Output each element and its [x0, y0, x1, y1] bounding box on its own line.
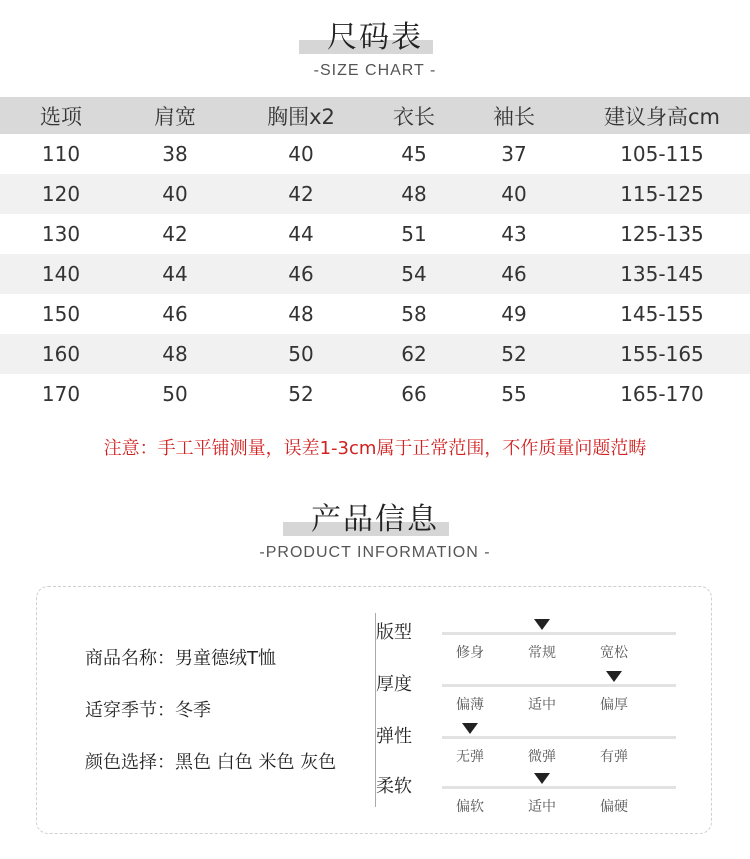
- scale-track: [442, 684, 676, 687]
- table-cell: 49: [501, 302, 527, 326]
- table-cell: 40: [288, 142, 314, 166]
- attribute-name: 厚度: [376, 674, 412, 695]
- scale-option: 常规: [528, 645, 556, 661]
- selection-arrow-icon: [606, 671, 622, 682]
- table-cell: 62: [374, 334, 454, 374]
- table-row: [0, 254, 750, 294]
- scale-option: 偏薄: [456, 697, 484, 713]
- measurement-notice: 注意：手工平铺测量，误差1-3cm属于正常范围，不作质量问题范畴: [103, 438, 647, 459]
- header-sleeve: 袖长: [454, 97, 574, 134]
- table-cell: 48: [288, 302, 314, 326]
- table-cell: 110: [41, 142, 81, 166]
- header-shoulder: 肩宽: [122, 97, 228, 134]
- table-cell: 170: [41, 382, 81, 406]
- table-cell: 50: [162, 382, 188, 406]
- table-cell: 66: [401, 382, 427, 406]
- attribute-name: 版型: [376, 622, 412, 643]
- size-chart-title: 尺码表: [327, 20, 423, 55]
- scale-option: 适中: [528, 799, 556, 815]
- selection-arrow-icon: [462, 723, 478, 734]
- scale-option: 偏硬: [600, 799, 628, 815]
- attribute-name: 柔软: [376, 776, 412, 797]
- table-row: [0, 214, 750, 254]
- table-cell: 165-170: [620, 382, 704, 406]
- table-cell: 46: [454, 254, 574, 294]
- table-cell: 125-135: [620, 222, 704, 246]
- field-season: [85, 695, 336, 747]
- table-cell: 48: [122, 334, 228, 374]
- table-cell: 130: [41, 222, 81, 246]
- table-cell: 115-125: [574, 174, 750, 214]
- product-info-header: [0, 494, 750, 562]
- table-row: [0, 294, 750, 334]
- table-cell: 150: [41, 302, 81, 326]
- table-cell: 44: [122, 254, 228, 294]
- field-colors: [85, 747, 336, 799]
- table-cell: 145-155: [620, 302, 704, 326]
- product-info-subtitle: -PRODUCT INFORMATION -: [259, 544, 491, 561]
- header-length: 衣长: [374, 97, 454, 134]
- field-label: 商品名称：: [85, 648, 175, 669]
- scale-option: 微弹: [528, 749, 556, 765]
- field-label: 适穿季节：: [85, 700, 175, 721]
- scale-track: [442, 736, 676, 739]
- table-cell: 45: [401, 142, 427, 166]
- scale-option: 偏厚: [600, 697, 628, 713]
- header-chest: 胸围x2: [228, 97, 374, 134]
- table-cell: 105-115: [620, 142, 704, 166]
- field-value: 男童德绒T恤: [175, 648, 276, 669]
- scale-track: [442, 786, 676, 789]
- scale-option: 修身: [456, 645, 484, 661]
- table-cell: 135-145: [574, 254, 750, 294]
- table-cell: 155-165: [574, 334, 750, 374]
- size-chart-header: [0, 12, 750, 80]
- selection-arrow-icon: [534, 619, 550, 630]
- table-cell: 50: [228, 334, 374, 374]
- table-cell: 38: [162, 142, 188, 166]
- attribute-name: 弹性: [376, 726, 412, 747]
- field-value: 冬季: [175, 700, 211, 721]
- table-cell: 52: [454, 334, 574, 374]
- table-row: [0, 134, 750, 174]
- table-cell: 42: [162, 222, 188, 246]
- table-cell: 42: [228, 174, 374, 214]
- size-chart-subtitle: -SIZE CHART -: [313, 62, 437, 79]
- table-cell: 48: [374, 174, 454, 214]
- table-row: [0, 174, 750, 214]
- product-fields: [85, 643, 336, 799]
- table-cell: 40: [122, 174, 228, 214]
- table-cell: 44: [288, 222, 314, 246]
- scale-option: 偏软: [456, 799, 484, 815]
- table-cell: 140: [0, 254, 122, 294]
- size-table-header-row: [0, 97, 750, 134]
- table-cell: 51: [401, 222, 427, 246]
- header-height: 建议身高cm: [574, 97, 750, 134]
- table-cell: 43: [501, 222, 527, 246]
- table-cell: 37: [501, 142, 527, 166]
- field-value: 黑色 白色 米色 灰色: [175, 752, 337, 773]
- table-cell: 120: [0, 174, 122, 214]
- table-cell: 52: [288, 382, 314, 406]
- header-option: 选项: [0, 97, 122, 134]
- scale-option: 无弹: [456, 749, 484, 765]
- field-product-name: [85, 643, 336, 695]
- table-cell: 160: [0, 334, 122, 374]
- scale-option: 有弹: [600, 749, 628, 765]
- table-cell: 58: [401, 302, 427, 326]
- table-cell: 54: [374, 254, 454, 294]
- scale-option: 适中: [528, 697, 556, 713]
- table-cell: 55: [501, 382, 527, 406]
- table-row: [0, 334, 750, 374]
- table-cell: 46: [162, 302, 188, 326]
- size-table: [0, 97, 750, 414]
- table-cell: 40: [454, 174, 574, 214]
- product-info-title: 产品信息: [311, 502, 439, 537]
- field-label: 颜色选择：: [85, 752, 175, 773]
- table-row: [0, 374, 750, 414]
- table-cell: 46: [228, 254, 374, 294]
- selection-arrow-icon: [534, 773, 550, 784]
- scale-track: [442, 632, 676, 635]
- scale-option: 宽松: [600, 645, 628, 661]
